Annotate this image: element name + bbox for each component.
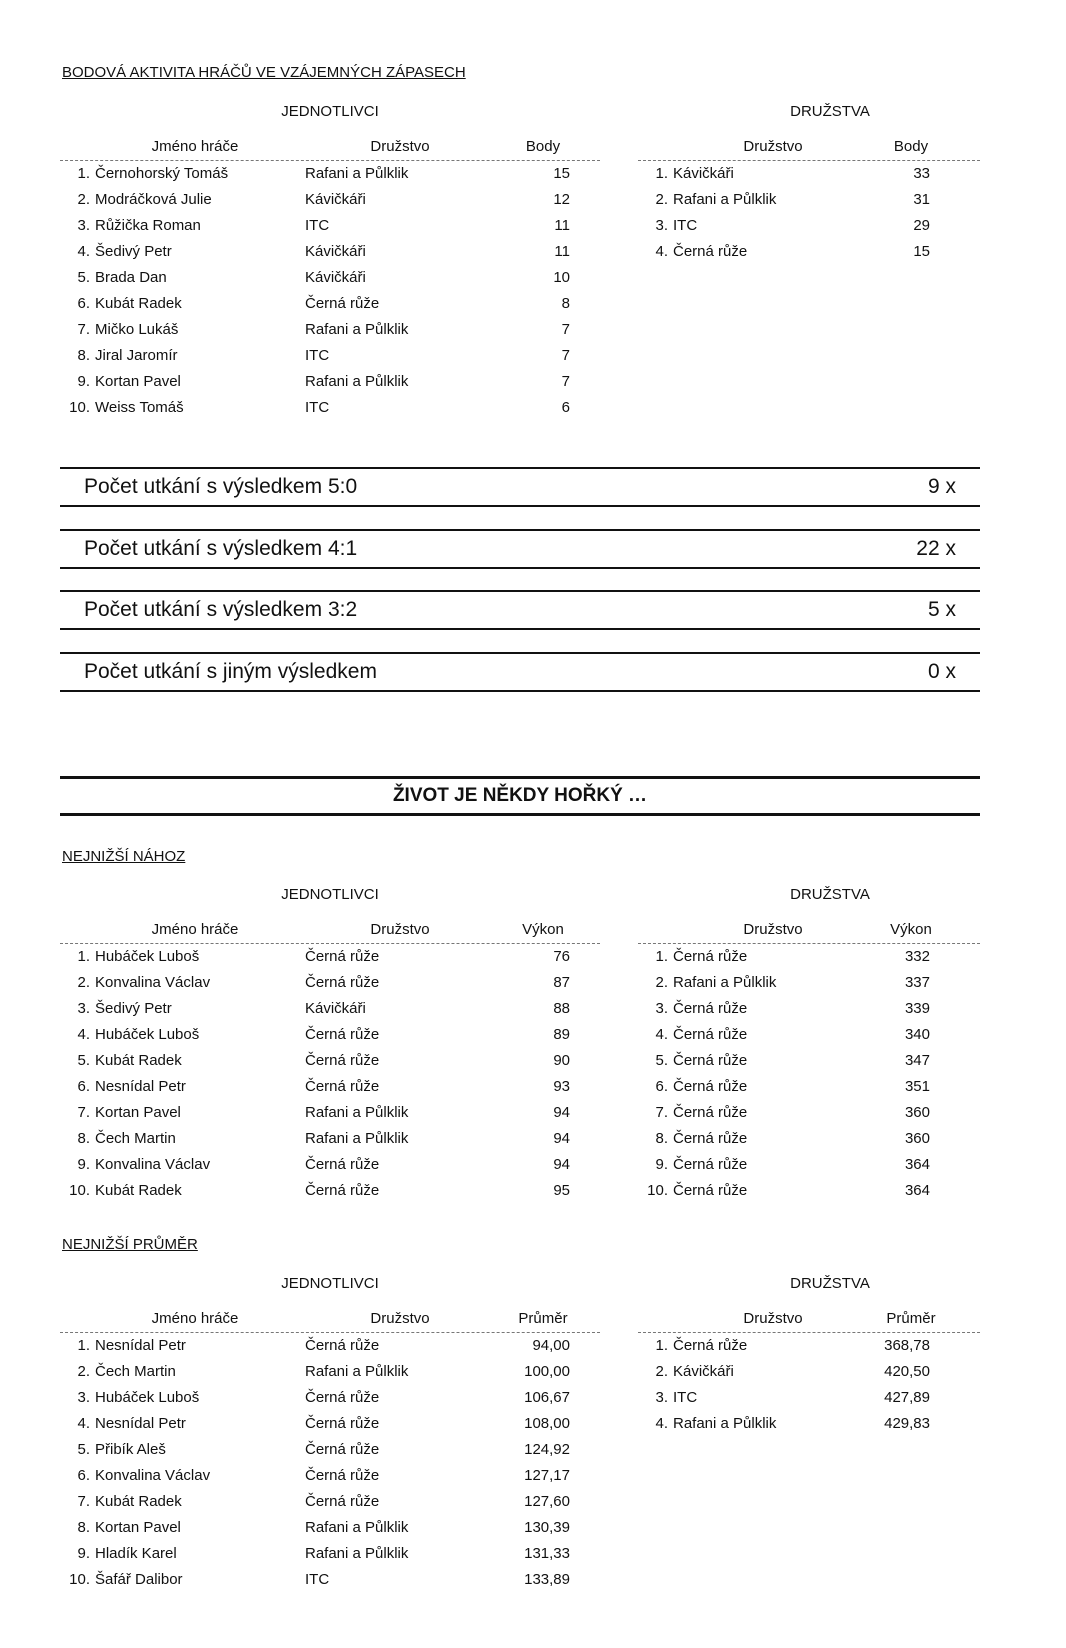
- banner-value: 5 x: [927, 598, 956, 621]
- row-team: Rafani a Půlklik: [673, 1415, 777, 1432]
- row-team: ITC: [305, 347, 330, 364]
- row-player-name: Kubát Radek: [95, 1182, 182, 1199]
- row-team: Černá růže: [673, 1052, 748, 1069]
- row-value: 15: [913, 243, 930, 260]
- table-row: [60, 1541, 600, 1567]
- row-rank: 9.: [77, 1545, 90, 1562]
- row-rank: 10.: [69, 1571, 90, 1588]
- table-row: [638, 239, 980, 265]
- row-team: Černá růže: [673, 1078, 748, 1095]
- row-team: Kávičkáři: [673, 1363, 734, 1380]
- col-header-team: Družstvo: [370, 921, 430, 938]
- table-row: [60, 395, 600, 421]
- row-rank: 3.: [655, 217, 668, 234]
- table-row: [638, 1333, 980, 1359]
- row-rank: 3.: [77, 217, 90, 234]
- row-value: 360: [904, 1104, 930, 1121]
- table-row: [60, 1385, 600, 1411]
- row-rank: 3.: [77, 1000, 90, 1017]
- table-row: [60, 1489, 600, 1515]
- individuals-label: JEDNOTLIVCI: [281, 1275, 379, 1292]
- row-team: Černá růže: [305, 1493, 380, 1510]
- row-team: Černá růže: [305, 295, 380, 312]
- banner-label: Počet utkání s jiným výsledkem: [84, 660, 377, 683]
- row-value: 106,67: [524, 1389, 570, 1406]
- row-value: 10: [553, 269, 570, 286]
- row-team: Kávičkáři: [305, 243, 366, 260]
- banner-value: 22 x: [916, 537, 956, 560]
- banner-value: 9 x: [927, 475, 956, 498]
- table-row: [638, 1385, 980, 1411]
- table-row: [60, 1437, 600, 1463]
- table-row: [638, 1359, 980, 1385]
- row-team: Černá růže: [305, 1337, 380, 1354]
- row-player-name: Konvalina Václav: [95, 1156, 211, 1173]
- row-value: 11: [554, 243, 570, 260]
- row-rank: 2.: [655, 191, 668, 208]
- row-value: 127,60: [524, 1493, 570, 1510]
- row-rank: 10.: [647, 1182, 668, 1199]
- row-rank: 6.: [77, 295, 90, 312]
- row-rank: 5.: [77, 269, 90, 286]
- row-value: 7: [561, 373, 570, 390]
- table-row: [638, 1022, 980, 1048]
- table-row: [638, 1100, 980, 1126]
- row-value: 368,78: [884, 1337, 930, 1354]
- row-team: ITC: [673, 1389, 698, 1406]
- row-team: Černá růže: [673, 1182, 748, 1199]
- row-value: 364: [904, 1182, 930, 1199]
- row-player-name: Brada Dan: [95, 269, 167, 286]
- row-team: Rafani a Půlklik: [673, 191, 777, 208]
- row-rank: 1.: [655, 948, 668, 965]
- table-row: [60, 1152, 600, 1178]
- table-row: [638, 1126, 980, 1152]
- col-header-name: Jméno hráče: [151, 138, 239, 155]
- banner-label: Počet utkání s výsledkem 3:2: [84, 598, 358, 621]
- section-title-lowest-average: NEJNIŽŠÍ PRŮMĚR: [62, 1236, 198, 1253]
- result-banner-4-1: [60, 529, 980, 569]
- table-row: [60, 369, 600, 395]
- row-rank: 2.: [655, 974, 668, 991]
- row-value: 76: [553, 948, 570, 965]
- row-player-name: Šedivý Petr: [95, 1000, 172, 1017]
- table-row: [60, 1359, 600, 1385]
- row-team: Černá růže: [305, 1441, 380, 1458]
- row-team: Rafani a Půlklik: [305, 373, 409, 390]
- row-rank: 7.: [77, 1493, 90, 1510]
- table-row: [60, 343, 600, 369]
- row-rank: 3.: [77, 1389, 90, 1406]
- row-player-name: Kortan Pavel: [95, 373, 181, 390]
- banner-value: 0 x: [927, 660, 956, 683]
- row-player-name: Kubát Radek: [95, 1493, 182, 1510]
- row-player-name: Hubáček Luboš: [95, 1026, 200, 1043]
- table-row: [638, 996, 980, 1022]
- table-row: [60, 970, 600, 996]
- row-team: Černá růže: [305, 1156, 380, 1173]
- row-rank: 10.: [69, 399, 90, 416]
- row-team: Černá růže: [673, 1104, 748, 1121]
- row-rank: 2.: [77, 191, 90, 208]
- row-value: 11: [554, 217, 570, 234]
- row-value: 133,89: [524, 1571, 570, 1588]
- row-value: 12: [553, 191, 570, 208]
- row-player-name: Kubát Radek: [95, 295, 182, 312]
- row-rank: 3.: [655, 1389, 668, 1406]
- row-player-name: Čech Martin: [95, 1130, 176, 1147]
- table-row: [60, 1126, 600, 1152]
- col-header-value: Body: [525, 138, 561, 155]
- row-player-name: Hubáček Luboš: [95, 948, 200, 965]
- teams-table: [638, 136, 980, 265]
- table-row: [60, 291, 600, 317]
- row-player-name: Hubáček Luboš: [95, 1389, 200, 1406]
- table-row: [60, 1100, 600, 1126]
- table-row: [638, 1074, 980, 1100]
- row-team: Rafani a Půlklik: [305, 1130, 409, 1147]
- row-team: Černá růže: [305, 1182, 380, 1199]
- table-header: [638, 919, 980, 944]
- teams-label: DRUŽSTVA: [790, 103, 870, 120]
- row-value: 427,89: [884, 1389, 930, 1406]
- row-value: 6: [561, 399, 570, 416]
- row-player-name: Nesnídal Petr: [95, 1337, 186, 1354]
- col-header-value: Průměr: [518, 1310, 568, 1327]
- row-value: 337: [904, 974, 930, 991]
- row-rank: 7.: [77, 321, 90, 338]
- row-team: ITC: [305, 217, 330, 234]
- row-player-name: Kortan Pavel: [95, 1519, 181, 1536]
- col-header-team: Družstvo: [370, 138, 430, 155]
- table-header: [638, 1308, 980, 1333]
- col-header-team: Družstvo: [743, 1310, 803, 1327]
- row-value: 87: [553, 974, 570, 991]
- row-player-name: Konvalina Václav: [95, 974, 211, 991]
- row-value: 332: [904, 948, 930, 965]
- teams-table: [638, 1308, 980, 1437]
- row-player-name: Weiss Tomáš: [95, 399, 184, 416]
- row-team: Kávičkáři: [305, 1000, 366, 1017]
- col-header-name: Jméno hráče: [151, 1310, 239, 1327]
- row-rank: 7.: [77, 1104, 90, 1121]
- row-value: 8: [561, 295, 570, 312]
- row-team: Černá růže: [305, 974, 380, 991]
- row-team: Černá růže: [305, 1389, 380, 1406]
- result-banner-5-0: [60, 467, 980, 507]
- row-rank: 4.: [77, 1026, 90, 1043]
- result-banner-3-2: [60, 590, 980, 630]
- teams-label: DRUŽSTVA: [790, 886, 870, 903]
- table-row: [60, 239, 600, 265]
- row-team: Černá růže: [673, 243, 748, 260]
- row-rank: 8.: [77, 1519, 90, 1536]
- row-rank: 1.: [655, 165, 668, 182]
- row-rank: 1.: [655, 1337, 668, 1354]
- row-rank: 5.: [655, 1052, 668, 1069]
- row-value: 15: [553, 165, 570, 182]
- row-rank: 4.: [77, 1415, 90, 1432]
- row-team: Černá růže: [673, 1130, 748, 1147]
- table-row: [638, 1048, 980, 1074]
- row-team: Kávičkáři: [305, 269, 366, 286]
- table-row: [60, 1178, 600, 1204]
- row-rank: 6.: [77, 1078, 90, 1095]
- row-value: 33: [913, 165, 930, 182]
- table-row: [60, 1074, 600, 1100]
- row-rank: 3.: [655, 1000, 668, 1017]
- row-player-name: Kortan Pavel: [95, 1104, 181, 1121]
- table-row: [60, 1411, 600, 1437]
- individuals-label: JEDNOTLIVCI: [281, 886, 379, 903]
- row-player-name: Černohorský Tomáš: [95, 165, 229, 182]
- row-team: Černá růže: [305, 1467, 380, 1484]
- table-row: [60, 944, 600, 970]
- table-row: [638, 161, 980, 187]
- row-value: 94,00: [532, 1337, 570, 1354]
- row-value: 360: [904, 1130, 930, 1147]
- table-row: [60, 317, 600, 343]
- row-team: Černá růže: [305, 1026, 380, 1043]
- row-player-name: Nesnídal Petr: [95, 1078, 186, 1095]
- col-header-value: Průměr: [886, 1310, 936, 1327]
- row-rank: 4.: [655, 243, 668, 260]
- row-team: Černá růže: [673, 1337, 748, 1354]
- row-rank: 8.: [77, 347, 90, 364]
- row-value: 94: [553, 1104, 570, 1121]
- table-header: [638, 136, 980, 161]
- table-row: [638, 187, 980, 213]
- row-value: 94: [553, 1156, 570, 1173]
- row-value: 31: [913, 191, 930, 208]
- row-rank: 8.: [655, 1130, 668, 1147]
- row-team: Černá růže: [673, 948, 748, 965]
- row-team: Rafani a Půlklik: [305, 1545, 409, 1562]
- table-row: [60, 1022, 600, 1048]
- row-team: Černá růže: [673, 1156, 748, 1173]
- row-value: 420,50: [884, 1363, 930, 1380]
- big-title: ŽIVOT JE NĚKDY HOŘKÝ …: [60, 776, 980, 816]
- row-player-name: Čech Martin: [95, 1363, 176, 1380]
- row-team: ITC: [673, 217, 698, 234]
- row-value: 88: [553, 1000, 570, 1017]
- row-team: Kávičkáři: [305, 191, 366, 208]
- row-player-name: Růžička Roman: [95, 217, 201, 234]
- table-header: [60, 919, 600, 944]
- row-rank: 5.: [77, 1441, 90, 1458]
- row-value: 108,00: [524, 1415, 570, 1432]
- table-row: [60, 1515, 600, 1541]
- table-row: [638, 944, 980, 970]
- row-value: 340: [904, 1026, 930, 1043]
- table-row: [638, 1411, 980, 1437]
- row-rank: 9.: [77, 1156, 90, 1173]
- col-header-value: Výkon: [890, 921, 932, 938]
- row-value: 100,00: [524, 1363, 570, 1380]
- row-rank: 10.: [69, 1182, 90, 1199]
- row-player-name: Šafář Dalibor: [95, 1571, 183, 1588]
- table-row: [638, 1178, 980, 1204]
- row-team: Černá růže: [305, 948, 380, 965]
- row-value: 429,83: [884, 1415, 930, 1432]
- individuals-table: [60, 919, 600, 1204]
- row-team: Rafani a Půlklik: [305, 1519, 409, 1536]
- col-header-name: Jméno hráče: [151, 921, 239, 938]
- row-rank: 5.: [77, 1052, 90, 1069]
- table-row: [638, 970, 980, 996]
- row-team: Černá růže: [673, 1000, 748, 1017]
- row-rank: 4.: [655, 1026, 668, 1043]
- table-row: [60, 1048, 600, 1074]
- row-team: Černá růže: [305, 1078, 380, 1095]
- table-row: [638, 1152, 980, 1178]
- row-team: Černá růže: [673, 1026, 748, 1043]
- row-rank: 4.: [77, 243, 90, 260]
- row-value: 95: [553, 1182, 570, 1199]
- row-value: 127,17: [524, 1467, 570, 1484]
- table-header: [60, 1308, 600, 1333]
- row-value: 339: [904, 1000, 930, 1017]
- row-rank: 1.: [77, 165, 90, 182]
- row-team: Černá růže: [305, 1052, 380, 1069]
- col-header-team: Družstvo: [743, 921, 803, 938]
- row-value: 347: [904, 1052, 930, 1069]
- row-player-name: Kubát Radek: [95, 1052, 182, 1069]
- row-team: Kávičkáři: [673, 165, 734, 182]
- row-team: Rafani a Půlklik: [673, 974, 777, 991]
- row-rank: 4.: [655, 1415, 668, 1432]
- col-header-value: Výkon: [522, 921, 564, 938]
- banner-label: Počet utkání s výsledkem 4:1: [84, 537, 358, 560]
- row-team: ITC: [305, 1571, 330, 1588]
- table-row: [60, 213, 600, 239]
- individuals-table: [60, 1308, 600, 1593]
- result-banner-other: [60, 652, 980, 692]
- individuals-table: [60, 136, 600, 421]
- row-value: 130,39: [524, 1519, 570, 1536]
- table-row: [638, 213, 980, 239]
- table-row: [60, 161, 600, 187]
- row-player-name: Modráčková Julie: [95, 191, 212, 208]
- row-player-name: Přibík Aleš: [95, 1441, 166, 1458]
- row-player-name: Konvalina Václav: [95, 1467, 211, 1484]
- row-team: Rafani a Půlklik: [305, 1363, 409, 1380]
- col-header-team: Družstvo: [743, 138, 803, 155]
- section-title-points: BODOVÁ AKTIVITA HRÁČŮ VE VZÁJEMNÝCH ZÁPASECH: [62, 64, 466, 81]
- row-rank: 6.: [77, 1467, 90, 1484]
- row-value: 131,33: [524, 1545, 570, 1562]
- row-player-name: Nesnídal Petr: [95, 1415, 186, 1432]
- table-row: [60, 265, 600, 291]
- table-row: [60, 1567, 600, 1593]
- table-row: [60, 187, 600, 213]
- row-team: ITC: [305, 399, 330, 416]
- section-title-lowest-throw: NEJNIŽŠÍ NÁHOZ: [62, 848, 186, 865]
- row-team: Rafani a Půlklik: [305, 1104, 409, 1121]
- row-rank: 1.: [77, 1337, 90, 1354]
- teams-label: DRUŽSTVA: [790, 1275, 870, 1292]
- row-value: 124,92: [524, 1441, 570, 1458]
- row-rank: 7.: [655, 1104, 668, 1121]
- row-rank: 9.: [655, 1156, 668, 1173]
- row-rank: 9.: [77, 373, 90, 390]
- teams-table: [638, 919, 980, 1204]
- row-team: Rafani a Půlklik: [305, 321, 409, 338]
- table-header: [60, 136, 600, 161]
- row-player-name: Jiral Jaromír: [95, 347, 178, 364]
- table-row: [60, 1463, 600, 1489]
- col-header-value: Body: [893, 138, 929, 155]
- row-value: 94: [553, 1130, 570, 1147]
- row-value: 90: [553, 1052, 570, 1069]
- row-player-name: Hladík Karel: [95, 1545, 177, 1562]
- row-rank: 8.: [77, 1130, 90, 1147]
- row-value: 7: [561, 347, 570, 364]
- row-value: 93: [553, 1078, 570, 1095]
- row-team: Rafani a Půlklik: [305, 165, 409, 182]
- row-player-name: Mičko Lukáš: [95, 321, 179, 338]
- row-value: 29: [913, 217, 930, 234]
- row-value: 364: [904, 1156, 930, 1173]
- row-rank: 1.: [77, 948, 90, 965]
- row-value: 351: [904, 1078, 930, 1095]
- row-team: Černá růže: [305, 1415, 380, 1432]
- row-rank: 2.: [655, 1363, 668, 1380]
- row-rank: 2.: [77, 974, 90, 991]
- table-row: [60, 1333, 600, 1359]
- row-value: 7: [561, 321, 570, 338]
- row-value: 89: [553, 1026, 570, 1043]
- row-player-name: Šedivý Petr: [95, 243, 172, 260]
- col-header-team: Družstvo: [370, 1310, 430, 1327]
- banner-label: Počet utkání s výsledkem 5:0: [84, 475, 358, 498]
- row-rank: 6.: [655, 1078, 668, 1095]
- table-row: [60, 996, 600, 1022]
- individuals-label: JEDNOTLIVCI: [281, 103, 379, 120]
- row-rank: 2.: [77, 1363, 90, 1380]
